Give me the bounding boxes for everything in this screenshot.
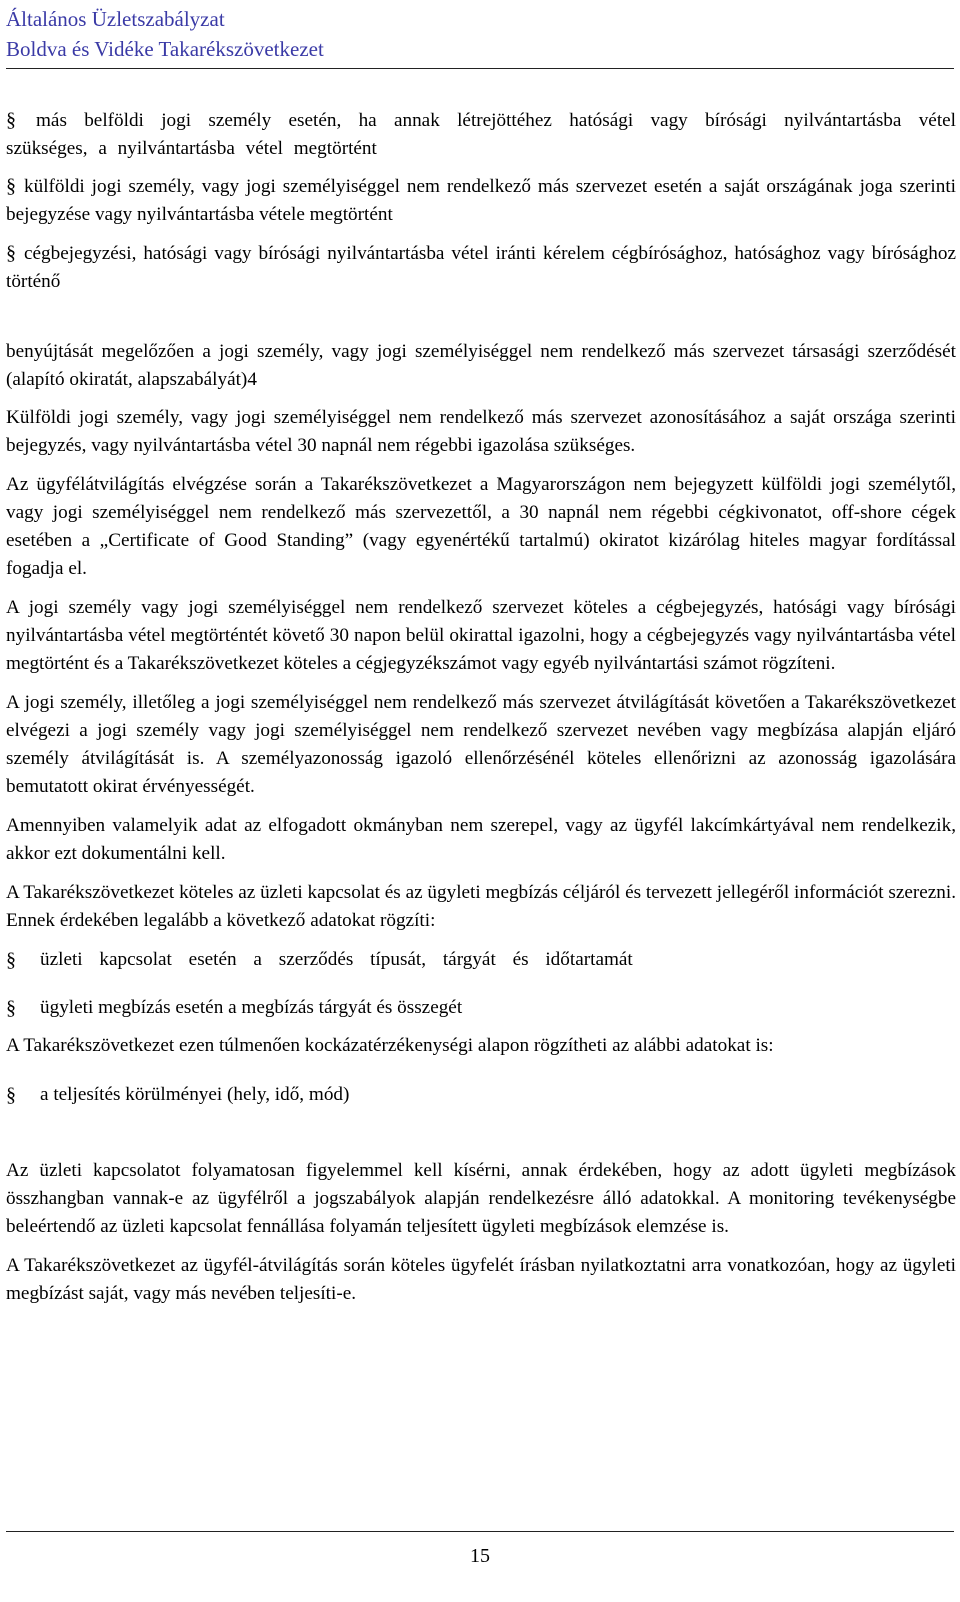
- list-item: [6, 1081, 956, 1109]
- paragraph: Külföldi jogi személy, vagy jogi személyiséggel nem rendelkező más szervezet azonosításához a saját országa szerinti bejegyzés, vagy nyilvántartásba vétel 30 napnál nem régebbi igazolása szükséges.: [6, 407, 956, 456]
- paragraph: A Takarékszövetkezet az ügyfél-átvilágítás során köteles ügyfelét írásban nyilatkoztatni arra vonatkozóan, hogy az ügyleti megbízást saját, vagy más nevében teljesíti-e.: [6, 1255, 956, 1304]
- list-item-text: cégbejegyzési, hatósági vagy bírósági nyilvántartásba vétel iránti kérelem cégbírósághoz, hatósághoz vagy bírósághoz történő: [6, 243, 956, 292]
- list-item-text: üzleti kapcsolat esetén a szerződés típusát, tárgyát és időtartamát: [40, 949, 633, 970]
- footer-divider: [6, 1531, 954, 1532]
- header-divider: [6, 68, 954, 69]
- paragraph: A jogi személy, illetőleg a jogi személyiséggel nem rendelkező más szervezet átvilágítását követően a Takarékszövetkezet elvégezi a jogi személy vagy jogi személyiséggel nem rendelkező szervezet nevében vagy megbízása alapján eljáró személy átvilágítását is. A személyazonosság igazoló ellenőrzésénél köteles ellenőrizni az azonosság igazolására bemutatott okirat érvényességét.: [6, 692, 956, 797]
- list-item: [6, 239, 956, 296]
- document-title: Általános Üzletszabályzat: [6, 7, 225, 31]
- document-body: [6, 106, 956, 1308]
- list-item-text: külföldi jogi személy, vagy jogi személyiséggel nem rendelkező más szervezet esetén a saját országának joga szerinti bejegyzése vagy nyilvántartásba vétele megtörtént: [6, 176, 956, 225]
- list-item-text: ügyleti megbízás esetén a megbízás tárgyát és összegét: [40, 997, 463, 1018]
- paragraph: benyújtását megelőzően a jogi személy, vagy jogi személyiséggel nem rendelkező más szervezet társasági szerződését (alapító okiratát, alapszabályát)4: [6, 341, 956, 390]
- paragraph: A Takarékszövetkezet köteles az üzleti kapcsolat és az ügyleti megbízás céljáról és tervezett jellegéről információt szerezni. Ennek érdekében legalább a következő adatokat rögzíti:: [6, 882, 956, 931]
- section-bullet-icon: §: [6, 997, 16, 1019]
- organization-name: Boldva és Vidéke Takarékszövetkezet: [6, 37, 324, 61]
- paragraph: Amennyiben valamelyik adat az elfogadott okmányban nem szerepel, vagy az ügyfél lakcímkártyával nem rendelkezik, akkor ezt dokumentálni kell.: [6, 815, 956, 864]
- page-header: [6, 4, 954, 64]
- paragraph: Az ügyfélátvilágítás elvégzése során a Takarékszövetkezet a Magyarországon nem bejegyzett külföldi jogi személytől, vagy jogi személyiséggel nem rendelkező más szervezettől, a 30 napnál nem régebbi cégkivonatot, off-shore cégek esetében a „Certificate of Good Standing” (vagy egyenértékű tartalmú) okiratot kizárólag hiteles magyar fordítással fogadja el.: [6, 474, 956, 579]
- list-item: [6, 994, 956, 1022]
- section-bullet-icon: §: [6, 109, 16, 131]
- list-item: [6, 172, 956, 229]
- list-item-text: más belföldi jogi személy esetén, ha annak létrejöttéhez hatósági vagy bírósági nyilvántartásba vétel szükséges, a nyilvántartásba vétel megtörtént: [6, 110, 956, 159]
- section-bullet-icon: §: [6, 1084, 16, 1106]
- section-bullet-icon: §: [6, 949, 16, 971]
- paragraph: A jogi személy vagy jogi személyiséggel nem rendelkező szervezet köteles a cégbejegyzés, hatósági vagy bírósági nyilvántartásba vétel megtörténtét követő 30 napon belül okirattal igazolni, hogy a cégbejegyzés vagy nyilvántartásba vétel megtörtént és a Takarékszövetkezet köteles a cégjegyzékszámot vagy egyéb nyilvántartási számot rögzíteni.: [6, 597, 956, 674]
- page-number: 15: [470, 1545, 490, 1567]
- list-item: [6, 106, 956, 163]
- paragraph: Az üzleti kapcsolatot folyamatosan figyelemmel kell kísérni, annak érdekében, hogy az adott ügyleti megbízások összhangban vannak-e az ügyfélről a jogszabályok alapján rendelkezésre álló adatokkal. A monitoring tevékenységbe beleértendő az üzleti kapcsolat fennállása folyamán teljesített ügyleti megbízások elemzése is.: [6, 1160, 956, 1237]
- section-bullet-icon: §: [6, 242, 16, 264]
- paragraph: A Takarékszövetkezet ezen túlmenően kockázatérzékenységi alapon rögzítheti az alábbi adatokat is:: [6, 1035, 774, 1056]
- list-item-text: a teljesítés körülményei (hely, idő, mód): [40, 1084, 350, 1105]
- list-item: [6, 946, 956, 974]
- section-bullet-icon: §: [6, 175, 16, 197]
